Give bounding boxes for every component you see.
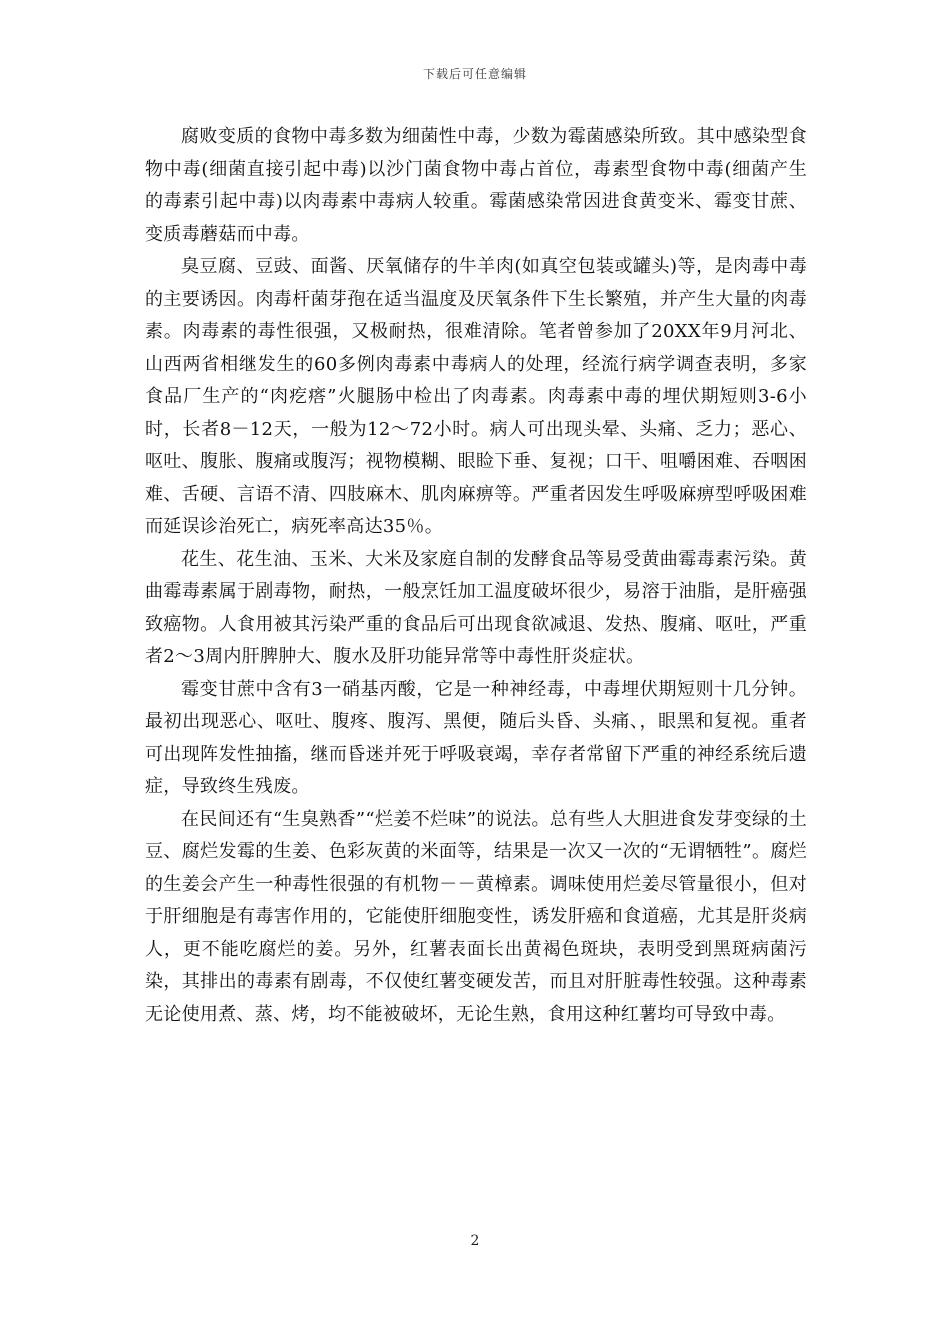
paragraph-food-poisoning-overview: 腐败变质的食物中毒多数为细菌性中毒，少数为霉菌感染所致。其中感染型食物中毒(细菌直接引起中毒)以沙门菌食物中毒占首位，毒素型食物中毒(细菌产生的毒素引起中毒)以肉毒素中毒病人较重。霉菌感染常因进食黄变米、霉变甘蔗、变质毒蘑菇而中毒。 — [145, 126, 807, 245]
page-header: 下载后可任意编辑 — [422, 67, 527, 81]
page-number: 2 — [470, 1233, 480, 1249]
paragraph-aflatoxin: 花生、花生油、玉米、大米及家庭自制的发酵食品等易受黄曲霉毒素污染。黄曲霉毒素属于剧毒物，耐热，一般烹饪加工温度破坏很少，易溶于油脂，是肝癌强致癌物。人食用被其污染严重的食品后可出现食欲减退、发热、腹痛、呕吐，严重者2～3周内肝脾肿大、腹水及肝功能异常等中毒性肝炎症状。 — [145, 548, 807, 667]
paragraph-botulinum-toxin: 臭豆腐、豆豉、面酱、厌氧储存的牛羊肉(如真空包装或罐头)等，是肉毒中毒的主要诱因。肉毒杆菌芽孢在适当温度及厌氧条件下生长繁殖，并产生大量的肉毒素。肉毒素的毒性很强，又极耐热，很难清除。笔者曾参加了20XX年9月河北、山西两省相继发生的60多例肉毒素中毒病人的处理，经流行病学调查表明，多家食品厂生产的“肉疙瘩”火腿肠中检出了肉毒素。肉毒素中毒的埋伏期短则3-6小时，长者8－12天，一般为12～72小时。病人可出现头晕、头痛、乏力；恶心、呕吐、腹胀、腹痛或腹泻；视物模糊、眼睑下垂、复视；口干、咀嚼困难、吞咽困难、舌硬、言语不清、四肢麻木、肌肉麻痹等。严重者因发生呼吸麻痹型呼吸困难而延误诊治死亡，病死率高达35％。 — [145, 256, 807, 537]
document-body — [145, 121, 807, 1031]
paragraph-moldy-sugarcane: 霉变甘蔗中含有3一硝基丙酸，它是一种神经毒，中毒埋伏期短则十几分钟。最初出现恶心、呕吐、腹疼、腹泻、黑便，随后头昏、头痛、，眼黑和复视。重者可出现阵发性抽搐，继而昏迷并死于呼吸衰竭，幸存者常留下严重的神经系统后遗症，导致终生残废。 — [145, 678, 807, 797]
paragraph-folk-sayings: 在民间还有“生臭熟香”“烂姜不烂味”的说法。总有些人大胆进食发芽变绿的土豆、腐烂发霉的生姜、色彩灰黄的米面等，结果是一次又一次的“无谓牺牲”。腐烂的生姜会产生一种毒性很强的有机物－－黄樟素。调味使用烂姜尽管量很小，但对于肝细胞是有毒害作用的，它能使肝细胞变性，诱发肝癌和食道癌，尤其是肝炎病人，更不能吃腐烂的姜。另外，红薯表面长出黄褐色斑块，表明受到黑斑病菌污染，其排出的毒素有剧毒，不仅使红薯变硬发苦，而且对肝脏毒性较强。这种毒素无论使用煮、蒸、烤，均不能被破坏，无论生熟，食用这种红薯均可导致中毒。 — [145, 808, 807, 1025]
